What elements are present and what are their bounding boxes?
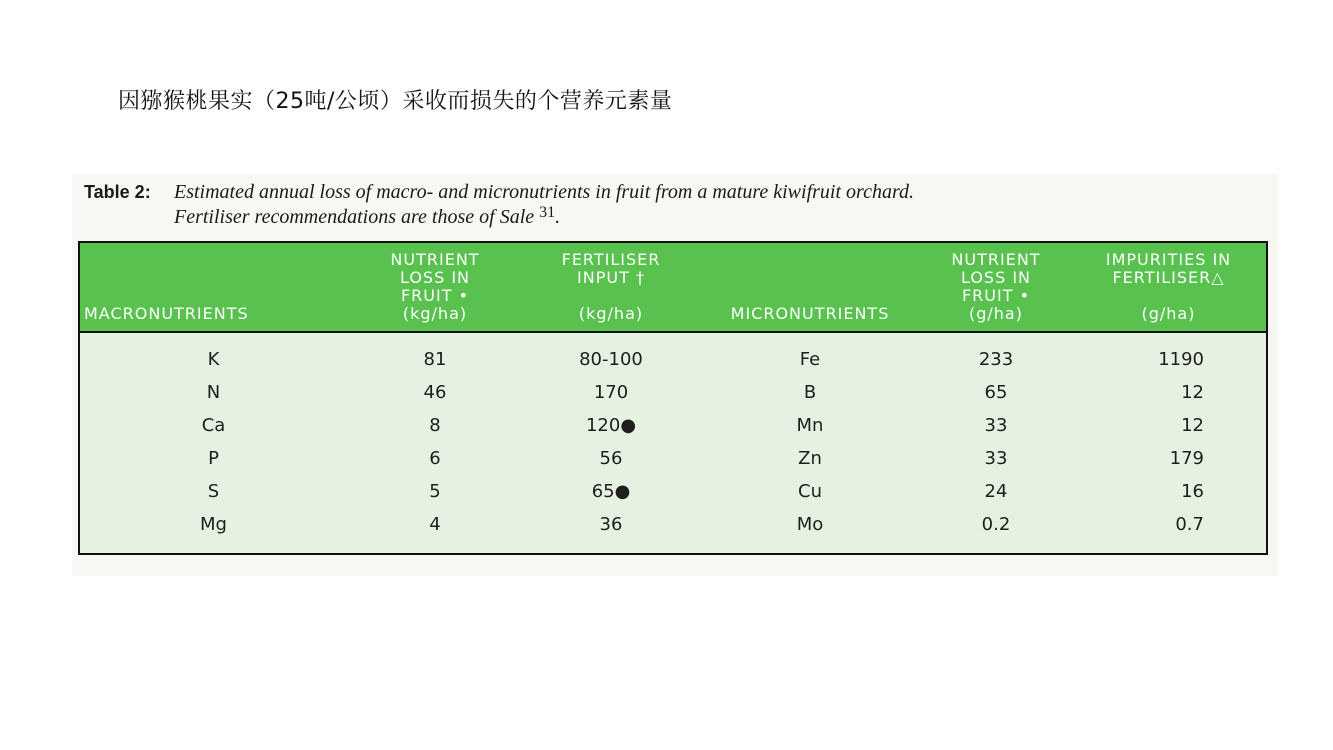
loss-kg-cell: 46 bbox=[423, 382, 447, 403]
header-row bbox=[79, 242, 1267, 332]
table-row bbox=[79, 508, 1267, 554]
fertiliser-cell: 65● bbox=[591, 481, 631, 502]
loss-g-cell: 33 bbox=[984, 415, 1008, 436]
caption-line-2 bbox=[174, 205, 1174, 231]
caption-text bbox=[174, 180, 1174, 231]
fertiliser-cell: 36 bbox=[599, 514, 623, 535]
impurities-cell: 12 bbox=[1181, 382, 1204, 403]
macronutrient-cell: Mg bbox=[200, 514, 227, 535]
caption-end: . bbox=[555, 206, 561, 228]
table-row bbox=[79, 475, 1267, 508]
header-macronutrients: MACRONUTRIENTS bbox=[79, 242, 347, 332]
macronutrient-cell: Ca bbox=[201, 415, 226, 436]
macronutrient-cell: K bbox=[207, 349, 220, 370]
fertiliser-cell: 56 bbox=[599, 448, 623, 469]
impurities-cell: 16 bbox=[1181, 481, 1204, 502]
caption-line-1: Estimated annual loss of macro- and micronutrients in fruit from a mature kiwifruit orchard. bbox=[174, 181, 914, 203]
table-row bbox=[79, 442, 1267, 475]
micronutrient-cell: Mn bbox=[796, 415, 824, 436]
loss-kg-cell: 5 bbox=[429, 481, 441, 502]
loss-kg-cell: 8 bbox=[429, 415, 441, 436]
micronutrient-cell: Zn bbox=[798, 448, 822, 469]
header-micronutrients: MICRONUTRIENTS bbox=[699, 242, 921, 332]
micronutrient-cell: Fe bbox=[799, 349, 821, 370]
macronutrient-cell: P bbox=[208, 448, 219, 469]
loss-g-cell: 0.2 bbox=[981, 514, 1011, 535]
micronutrient-cell: B bbox=[803, 382, 817, 403]
table-figure bbox=[72, 174, 1278, 576]
loss-g-cell: 33 bbox=[984, 448, 1008, 469]
loss-g-cell: 65 bbox=[984, 382, 1008, 403]
fertiliser-cell: 170 bbox=[593, 382, 629, 403]
table-row bbox=[79, 332, 1267, 376]
header-nutrient-loss-g: NUTRIENT LOSS IN FRUIT • (g/ha) bbox=[921, 242, 1071, 332]
loss-kg-cell: 6 bbox=[429, 448, 441, 469]
loss-g-cell: 233 bbox=[978, 349, 1014, 370]
impurities-cell: 179 bbox=[1169, 448, 1204, 469]
caption-reference: 31 bbox=[539, 204, 556, 221]
header-nutrient-loss-kg: NUTRIENT LOSS IN FRUIT • (kg/ha) bbox=[347, 242, 523, 332]
loss-kg-cell: 81 bbox=[423, 349, 447, 370]
macronutrient-cell: S bbox=[207, 481, 220, 502]
loss-kg-cell: 4 bbox=[429, 514, 441, 535]
loss-g-cell: 24 bbox=[984, 481, 1008, 502]
macronutrient-cell: N bbox=[206, 382, 221, 403]
table-row bbox=[79, 409, 1267, 442]
header-fertiliser-input: FERTILISER INPUT † (kg/ha) bbox=[523, 242, 699, 332]
fertiliser-cell: 120● bbox=[585, 415, 637, 436]
impurities-cell: 12 bbox=[1181, 415, 1204, 436]
table-row bbox=[79, 376, 1267, 409]
table-body bbox=[79, 332, 1267, 554]
table-header bbox=[79, 242, 1267, 332]
impurities-cell: 0.7 bbox=[1175, 514, 1204, 535]
caption-label: Table 2: bbox=[84, 182, 151, 202]
nutrient-table bbox=[78, 241, 1268, 555]
impurities-cell: 1190 bbox=[1158, 349, 1204, 370]
caption-line-2-text: Fertiliser recommendations are those of Sale bbox=[174, 206, 540, 228]
slide-title: 因猕猴桃果实（25吨/公顷）采收而损失的个营养元素量 bbox=[118, 89, 673, 114]
micronutrient-cell: Cu bbox=[798, 481, 822, 502]
fertiliser-cell: 80-100 bbox=[579, 349, 643, 370]
micronutrient-cell: Mo bbox=[796, 514, 824, 535]
header-impurities: IMPURITIES IN FERTILISER△ (g/ha) bbox=[1071, 242, 1267, 332]
